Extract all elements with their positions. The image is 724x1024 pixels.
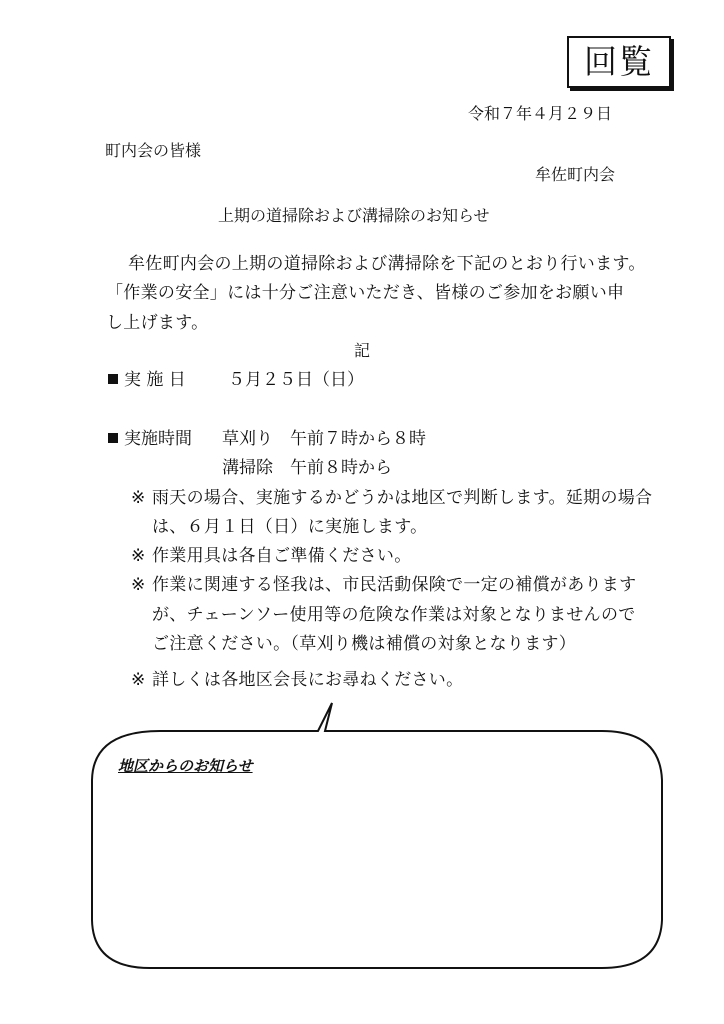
date-item-label: 実 施 日 (124, 370, 186, 390)
sender: 牟佐町内会 (535, 165, 616, 184)
time-item-label: 実施時間 (124, 429, 192, 449)
notice-bubble-outline (92, 703, 662, 968)
document-date: 令和７年４月２９日 (468, 104, 613, 123)
time-row-time: 午前８時から (290, 458, 392, 478)
addressee: 町内会の皆様 (105, 141, 202, 160)
time-row-task: 草刈り (222, 429, 273, 449)
note-mark: ※ (131, 575, 146, 595)
note-mark: ※ (131, 488, 146, 508)
note-1-line-1: 雨天の場合、実施するかどうかは地区で判断します。延期の場合 (152, 488, 653, 508)
note-4-line-1: 詳しくは各地区会長にお尋ねください。 (152, 670, 464, 690)
note-3-line-2: が、チェーンソー使用等の危険な作業は対象となりませんので (152, 605, 636, 625)
note-3-line-1: 作業に関連する怪我は、市民活動保険で一定の補償があります (152, 575, 637, 595)
note-mark: ※ (131, 546, 146, 566)
date-item-value: ５月２５日（日） (228, 370, 364, 390)
ki-heading: 記 (354, 341, 371, 360)
note-2-line-1: 作業用具は各自ご準備ください。 (152, 546, 412, 566)
document-title: 上期の道掃除および溝掃除のお知らせ (218, 206, 490, 225)
time-row-time: 午前７時から８時 (290, 429, 426, 449)
intro-line-1: 牟佐町内会の上期の道掃除および溝掃除を下記のとおり行います。 (128, 254, 646, 274)
circulation-stamp: 回覧 (567, 36, 671, 88)
note-mark: ※ (131, 670, 146, 690)
note-3-line-3: ご注意ください。（草刈り機は補償の対象となります） (152, 634, 576, 654)
intro-line-3: し上げます。 (106, 313, 209, 333)
bubble-title: 地区からのお知らせ (118, 757, 253, 775)
intro-line-2: 「作業の安全」には十分ご注意いただき、皆様のご参加をお願い申 (106, 283, 625, 303)
note-1-line-2: は、６月１日（日）に実施します。 (152, 517, 428, 537)
time-row-task: 溝掃除 (222, 458, 273, 478)
